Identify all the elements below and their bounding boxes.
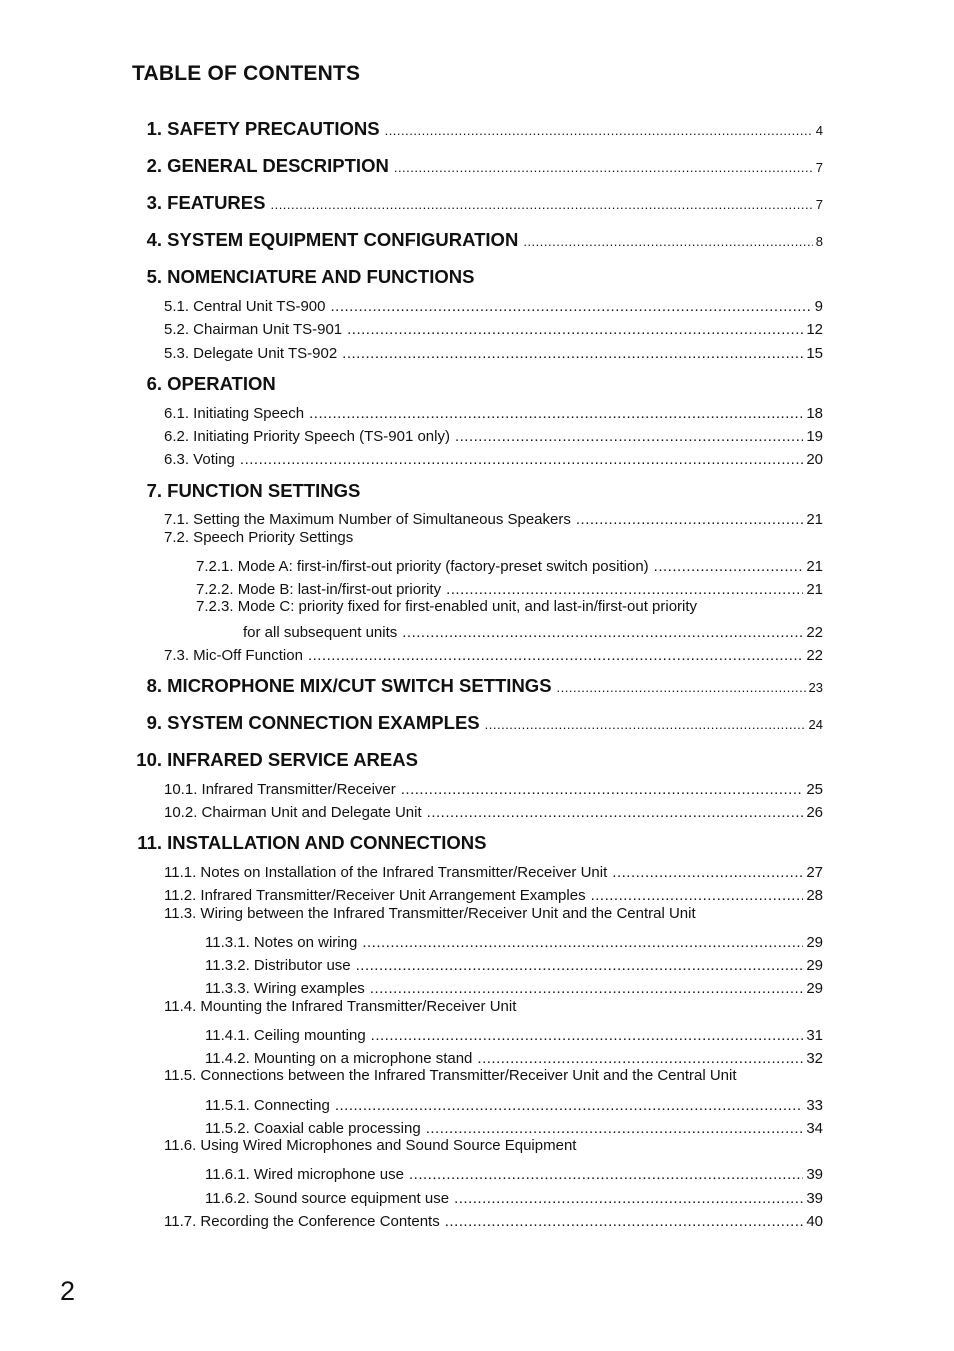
entry-label: 11.5.2. Coaxial cable processing <box>205 1120 421 1137</box>
page-ref: 29 <box>806 934 823 951</box>
page-ref: 40 <box>806 1213 823 1230</box>
page-ref: 21 <box>806 581 823 598</box>
page-ref: 4 <box>815 123 823 138</box>
page-ref: 21 <box>806 558 823 575</box>
dot-leader <box>240 451 803 468</box>
entry-label: 11.5.1. Connecting <box>205 1097 330 1114</box>
toc-section-heading[interactable] <box>128 749 418 771</box>
toc-entry[interactable] <box>0 1157 954 1183</box>
toc-entry[interactable] <box>0 1041 954 1067</box>
page-number: 2 <box>60 1276 76 1306</box>
toc-section[interactable] <box>0 225 954 251</box>
section-number: 11. <box>137 832 162 853</box>
toc-entry[interactable] <box>0 572 954 598</box>
section-label: INFRARED SERVICE AREAS <box>167 749 418 770</box>
page-ref: 29 <box>806 980 823 997</box>
entry-label: 6.2. Initiating Priority Speech (TS-901 only) <box>164 428 450 445</box>
toc-entry[interactable] <box>0 312 954 338</box>
page-ref: 8 <box>815 234 823 249</box>
page-ref: 22 <box>806 624 823 641</box>
entry-label: 11.3.1. Notes on wiring <box>205 934 358 951</box>
dot-leader <box>446 581 803 598</box>
page-ref: 18 <box>806 405 823 422</box>
entry-label: 11.6.2. Sound source equipment use <box>205 1190 450 1207</box>
section-number: 2. <box>146 155 162 176</box>
section-number: 9. <box>146 712 162 733</box>
entry-label: 11.3.2. Distributor use <box>205 957 351 974</box>
section-number: 7. <box>146 480 162 501</box>
dot-leader <box>576 511 803 528</box>
entry-label: 11.6.1. Wired microphone use <box>205 1166 404 1183</box>
entry-label: 5.2. Chairman Unit TS-901 <box>164 321 343 338</box>
section-label: SAFETY PRECAUTIONS <box>167 118 380 139</box>
entry-label: 11.4.2. Mounting on a microphone stand <box>205 1050 473 1067</box>
page-ref: 27 <box>806 864 823 881</box>
toc-section[interactable] <box>0 708 954 734</box>
dot-leader <box>485 717 806 734</box>
page-ref: 12 <box>806 321 823 338</box>
page-ref: 9 <box>814 298 823 315</box>
page-ref: 29 <box>806 957 823 974</box>
toc-section[interactable] <box>0 188 954 214</box>
page-ref: 7 <box>815 160 823 175</box>
page-ref: 31 <box>806 1027 823 1044</box>
dot-leader <box>427 804 804 821</box>
section-number: 3. <box>146 192 162 213</box>
page-ref: 26 <box>806 804 823 821</box>
section-number: 10. <box>136 749 162 770</box>
entry-label: 11.1. Notes on Installation of the Infrared Transmitter/Receiver Unit <box>164 864 608 881</box>
page-ref: 24 <box>808 717 823 732</box>
toc-entry[interactable] <box>0 336 954 362</box>
toc-section-heading[interactable] <box>128 832 486 854</box>
page-ref: 7 <box>815 197 823 212</box>
page-ref: 28 <box>806 887 823 904</box>
toc-entry-heading[interactable]: 7.2.3. Mode C: priority fixed for first-enabled unit, and last-in/first-out priority <box>196 598 698 615</box>
entry-label: for all subsequent units <box>243 624 398 641</box>
toc-entry[interactable] <box>0 971 954 997</box>
section-label: NOMENCIATURE AND FUNCTIONS <box>167 266 475 287</box>
toc-entry[interactable] <box>0 502 954 528</box>
entry-label: 7.3. Mic-Off Function <box>164 647 303 664</box>
entry-label: 6.1. Initiating Speech <box>164 405 305 422</box>
toc-section-heading[interactable] <box>128 373 276 395</box>
toc-entry-heading[interactable]: 7.2. Speech Priority Settings <box>164 529 354 546</box>
entry-label: 10.1. Infrared Transmitter/Receiver <box>164 781 396 798</box>
dot-leader <box>270 197 812 214</box>
toc-section-heading[interactable] <box>128 480 360 502</box>
entry-label: 10.2. Chairman Unit and Delegate Unit <box>164 804 422 821</box>
page-ref: 23 <box>808 680 823 695</box>
entry-label: 11.4.1. Ceiling mounting <box>205 1027 366 1044</box>
dot-leader <box>523 234 812 251</box>
section-label: MICROPHONE MIX/CUT SWITCH SETTINGS <box>167 675 552 696</box>
page-ref: 34 <box>806 1120 823 1137</box>
entry-label: 7.2.1. Mode A: first-in/first-out priority (factory-preset switch position) <box>196 558 649 575</box>
toc-entry[interactable] <box>0 878 954 904</box>
entry-label: 5.3. Delegate Unit TS-902 <box>164 345 338 362</box>
toc-section[interactable] <box>0 671 954 697</box>
dot-leader <box>426 1120 804 1137</box>
dot-leader <box>370 980 804 997</box>
page-ref: 19 <box>806 428 823 445</box>
entry-label: 11.7. Recording the Conference Contents <box>164 1213 440 1230</box>
dot-leader <box>591 887 804 904</box>
page-ref: 25 <box>806 781 823 798</box>
toc-entry[interactable] <box>0 638 954 664</box>
dot-leader <box>308 647 803 664</box>
section-number: 1. <box>146 118 162 139</box>
section-label: GENERAL DESCRIPTION <box>167 155 389 176</box>
section-number: 4. <box>146 229 162 250</box>
page-ref: 32 <box>806 1050 823 1067</box>
toc-section[interactable] <box>0 151 954 177</box>
page-title: TABLE OF CONTENTS <box>132 62 361 85</box>
toc-entry-heading[interactable]: 11.4. Mounting the Infrared Transmitter/Receiver Unit <box>164 998 517 1015</box>
page-ref: 22 <box>806 647 823 664</box>
section-label: OPERATION <box>167 373 276 394</box>
entry-label: 11.2. Infrared Transmitter/Receiver Unit Arrangement Examples <box>164 887 586 904</box>
page-ref: 21 <box>806 511 823 528</box>
dot-leader <box>342 345 803 362</box>
toc-entry[interactable] <box>0 795 954 821</box>
section-number: 5. <box>146 266 162 287</box>
toc-entry[interactable] <box>0 1111 954 1137</box>
section-number: 6. <box>146 373 162 394</box>
page-ref: 39 <box>806 1190 823 1207</box>
page-ref: 33 <box>806 1097 823 1114</box>
section-label: SYSTEM EQUIPMENT CONFIGURATION <box>167 229 519 250</box>
toc-entry[interactable] <box>0 442 954 468</box>
dot-leader <box>445 1213 804 1230</box>
section-number: 8. <box>146 675 162 696</box>
toc-entry-heading[interactable]: 11.3. Wiring between the Infrared Transmitter/Receiver Unit and the Central Unit <box>164 905 696 922</box>
entry-label: 6.3. Voting <box>164 451 235 468</box>
section-label: FUNCTION SETTINGS <box>167 480 361 501</box>
toc-section-heading[interactable] <box>128 266 474 288</box>
page-ref: 39 <box>806 1166 823 1183</box>
entry-label: 7.2.2. Mode B: last-in/first-out priority <box>196 581 442 598</box>
dot-leader <box>385 123 813 140</box>
dot-leader <box>557 680 806 697</box>
section-label: FEATURES <box>167 192 266 213</box>
toc-section[interactable] <box>0 114 954 140</box>
toc-entry-heading[interactable]: 11.5. Connections between the Infrared Transmitter/Receiver Unit and the Central Unit <box>164 1067 737 1084</box>
dot-leader <box>394 160 813 177</box>
dot-leader <box>477 1050 803 1067</box>
entry-label: 5.1. Central Unit TS-900 <box>164 298 326 315</box>
toc-entry[interactable] <box>0 1204 954 1230</box>
toc-entry-heading[interactable]: 11.6. Using Wired Microphones and Sound Source Equipment <box>164 1137 577 1154</box>
entry-label: 7.1. Setting the Maximum Number of Simultaneous Speakers <box>164 511 571 528</box>
entry-label: 11.3.3. Wiring examples <box>205 980 365 997</box>
page-ref: 15 <box>806 345 823 362</box>
section-label: INSTALLATION AND CONNECTIONS <box>167 832 487 853</box>
page-ref: 20 <box>806 451 823 468</box>
section-label: SYSTEM CONNECTION EXAMPLES <box>167 712 480 733</box>
